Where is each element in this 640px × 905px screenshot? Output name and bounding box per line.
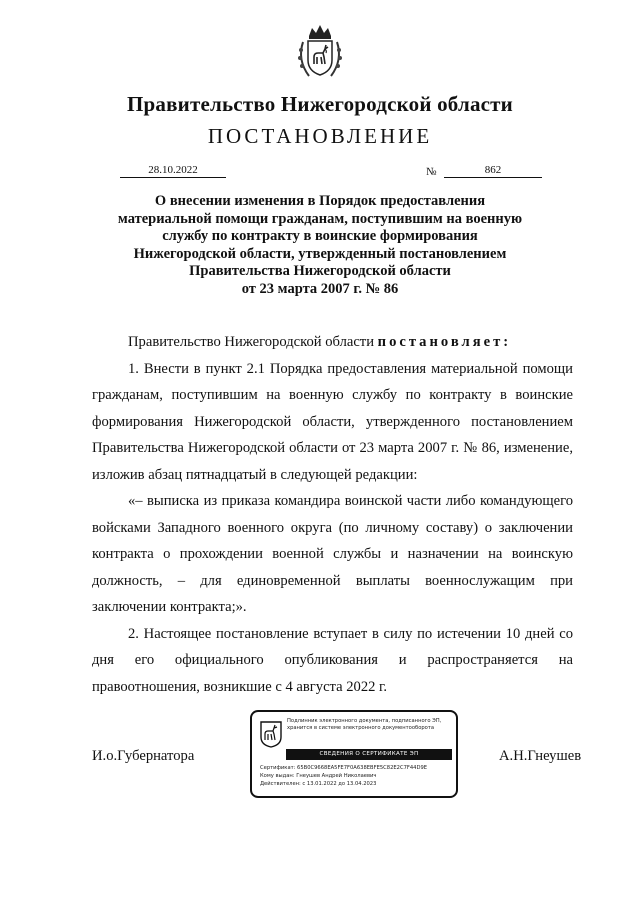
subject-line: службу по контракту в воинские формирования [162, 228, 478, 244]
decree-subject [100, 193, 540, 298]
number-sign: № [426, 166, 437, 178]
decree-number: 862 [444, 164, 542, 178]
item-2-paragraph: 2. Настоящее постановление вступает в силу по истечении 10 дней со дня его официального опубликования и распространяется на правоотношения, возникшие с 4 августа 2022 г. [92, 625, 573, 695]
signatory-name: А.Н.Гнеушев [499, 748, 582, 764]
item-1-paragraph: 1. Внести в пункт 2.1 Порядка предоставления материальной помощи гражданам, поступившим на военную службу по контракту в воинские формирования Нижегородской области, утвержденного постановлением Правительства Нижегородской области от 23 марта 2007 г. № 86, изменение, изложив абзац пятнадцатый в следующей редакции: [92, 360, 573, 483]
stamp-note-line: Подлинник электронного документа, подписанного ЭП, [287, 718, 442, 724]
subject-line: Нижегородской области, утвержденный постановлением [133, 245, 507, 262]
government-title: Правительство Нижегородской области [127, 92, 513, 116]
preamble-text: Правительство Нижегородской области [128, 334, 374, 350]
preamble-emphasis: постановляет: [377, 334, 512, 350]
preamble-paragraph [92, 329, 573, 356]
subject-line: Правительства Нижегородской области [189, 263, 451, 279]
subject-line: О внесении изменения в Порядок предоставления [154, 193, 486, 209]
certificate-owner: Кому выдан: Гнеушев Андрей Николаевич [260, 773, 377, 779]
decree-date: 28.10.2022 [120, 164, 226, 178]
electronic-signature-stamp [250, 710, 458, 798]
certificate-info [260, 764, 454, 788]
certificate-serial: Сертификат: 65B0C9668EA5FE7F0A638EBFE5C82E2C7F44D9E [260, 765, 428, 771]
stamp-title: СВЕДЕНИЯ О СЕРТИФИКАТЕ ЭП [286, 749, 452, 760]
stamp-note-line: хранится в системе электронного документооборота [287, 725, 435, 731]
coat-of-arms-emblem [295, 22, 345, 80]
deer-shield-icon [260, 721, 282, 748]
quote-paragraph: «– выписка из приказа командира воинской части либо командующего войсками Западного военного округа (по личному составу) о заключении контракта о прохождении военной службы и назначении на воинскую должность, – для единовременной выплаты военнослужащим при заключении контракта;». [92, 493, 573, 615]
subject-line: материальной помощи гражданам, поступившим на военную [117, 210, 523, 227]
certificate-validity: Действителен: с 13.01.2022 до 13.04.2023 [260, 781, 377, 787]
signatory-position: И.о.Губернатора [92, 748, 195, 764]
subject-line: от 23 марта 2007 г. № 86 [241, 280, 399, 297]
document-type: ПОСТАНОВЛЕНИЕ [207, 124, 433, 148]
decree-body [92, 329, 573, 700]
stamp-note [287, 718, 453, 732]
